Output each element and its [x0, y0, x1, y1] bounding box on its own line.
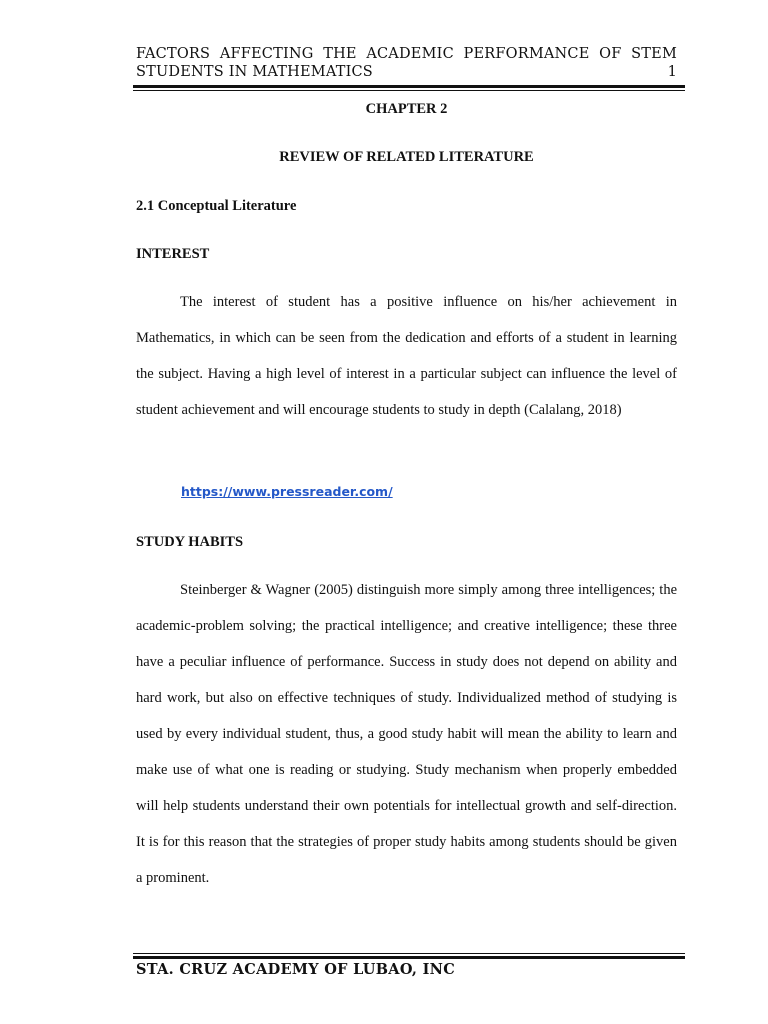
page-number: 1: [667, 64, 677, 80]
interest-paragraph: The interest of student has a positive influence on his/her achievement in Mathematics, in which can be seen from the dedication and efforts of a student in learning the subject. Having a high level of interest in a particular subject can influence the level of student achievement and will encourage students to study in depth (Calalang, 2018): [136, 294, 677, 418]
footer-institution: STA. CRUZ ACADEMY OF LUBAO, INC: [136, 961, 456, 978]
footer-rule-thick: [133, 956, 685, 959]
header-rule-thin: [133, 90, 685, 91]
header-title-line2-row: [136, 63, 677, 81]
interest-heading: INTEREST: [136, 246, 210, 262]
header-title-line2: STUDENTS IN MATHEMATICS: [136, 64, 373, 80]
header-rule-thick: [133, 85, 685, 88]
footer-rule-thin: [133, 953, 685, 954]
chapter-title: REVIEW OF RELATED LITERATURE: [279, 149, 534, 165]
running-header: [136, 45, 677, 81]
reference-link[interactable]: https://www.pressreader.com/: [181, 484, 393, 499]
study-habits-heading: STUDY HABITS: [136, 534, 244, 550]
header-title-line1: FACTORS AFFECTING THE ACADEMIC PERFORMANCE OF STEM: [136, 46, 677, 62]
study-habits-paragraph: Steinberger & Wagner (2005) distinguish more simply among three intelligences; the academic-problem solving; the practical intelligence; and creative intelligence; these three have a peculiar influence of performance. Success in study does not depend on ability and hard work, but also on effective techniques of study. Individualized method of studying is used by every individual student, thus, a good study habit will mean the ability to learn and make use of what one is reading or studying. Study mechanism when properly embedded will help students understand their own potentials for intellectual growth and self-direction. It is for this reason that the strategies of proper study habits among students should be given a prominent.: [136, 582, 677, 886]
section-heading: 2.1 Conceptual Literature: [136, 198, 297, 214]
chapter-label: CHAPTER 2: [365, 101, 448, 117]
